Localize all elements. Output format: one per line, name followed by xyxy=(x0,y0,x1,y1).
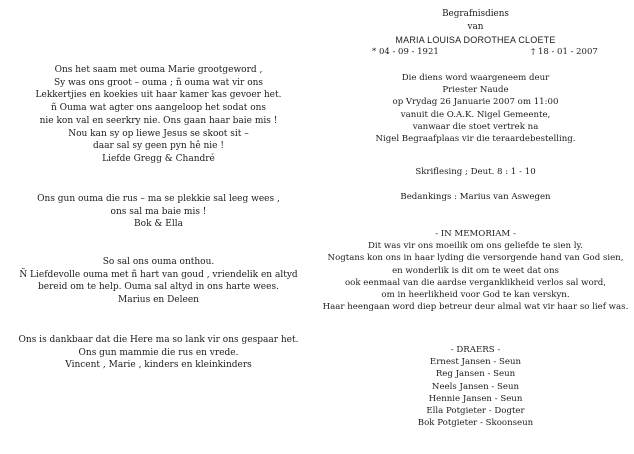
tribute-signature: Vincent , Marie , kinders en kleinkinders xyxy=(65,360,252,371)
memoriam-title: - IN MEMORIAM - xyxy=(435,229,516,239)
memoriam-line: om in heerlikheid voor God te kan verskyn. xyxy=(381,290,570,301)
service-line: op Vrydag 26 Januarie 2007 om 11:00 xyxy=(392,97,559,108)
van-label: van xyxy=(467,22,484,32)
scripture-text: Skriflesing ; Deut. 8 : 1 - 10 xyxy=(415,167,536,177)
tribute-line: daar sal sy geen pyn hê nie ! xyxy=(93,141,224,152)
tribute-line: Ñ Liefdevolle ouma met ñ hart van goud , vriendelik en altyd xyxy=(19,269,298,280)
tribute-signature: Marius en Deleen xyxy=(118,295,199,306)
pallbearer: Hennie Jansen - Seun xyxy=(428,393,523,404)
pallbearer: Ernest Jansen - Seun xyxy=(429,357,522,368)
memoriam-line: Dit was vir ons moeilik om ons geliefde te sien ly. xyxy=(368,241,583,252)
acknowledgements xyxy=(317,191,634,203)
scripture-reading xyxy=(317,166,634,178)
tribute-line: nie kon val en seerkry nie. Ons gaan haar baie mis ! xyxy=(39,115,278,126)
memoriam-line: en wonderlik is dit om te weet dat ons xyxy=(392,265,559,276)
acknowledgements-text: Bedankings : Marius van Aswegen xyxy=(400,192,551,202)
tribute-bok-ella xyxy=(0,193,317,231)
death-date: † 18 - 01 - 2007 xyxy=(531,47,598,57)
tribute-line: Sy was ons groot – ouma ; ñ ouma wat vir ons xyxy=(53,77,264,88)
pallbearer: Ella Potgieter - Dogter xyxy=(426,406,525,417)
tribute-line: So sal ons ouma onthou. xyxy=(102,257,215,267)
service-details xyxy=(317,72,634,145)
tribute-gregg-chandre xyxy=(0,64,317,166)
tribute-line: Ons gun ouma die rus – ma se plekkie sal leeg wees , xyxy=(37,194,280,204)
tribute-signature: Bok & Ella xyxy=(134,219,183,230)
tribute-line: Nou kan sy op liewe Jesus se skoot sit – xyxy=(68,128,249,139)
draers-title: - DRAERS - xyxy=(450,345,501,355)
pallbearer: Neels Jansen - Seun xyxy=(431,381,520,392)
tribute-vincent-marie xyxy=(0,334,317,372)
service-line: vanwaar die stoet vertrek na xyxy=(412,121,539,132)
tribute-line: Ons gun mammie die rus en vrede. xyxy=(78,347,239,358)
tribute-line: ñ Ouma wat agter ons aangeloop het sodat ons xyxy=(50,103,267,114)
pallbearer: Reg Jansen - Seun xyxy=(435,369,516,380)
card-header xyxy=(317,8,634,60)
tribute-line: Ons het saam met ouma Marie grootgeword , xyxy=(54,65,263,75)
tribute-line: Lekkertjies en koekies uit haar kamer kas gevoer het. xyxy=(35,90,282,101)
service-line: Priester Naude xyxy=(442,85,509,96)
tribute-signature: Liefde Gregg & Chandré xyxy=(102,153,215,164)
tribute-line: Ons is dankbaar dat die Here ma so lank vir ons gespaar het. xyxy=(18,335,299,345)
memoriam-line: Nogtans kon ons in haar lyding die versorgende hand van God sien, xyxy=(327,253,624,264)
memoriam-line: Haar heengaan word diep betreur deur almal wat vir haar so lief was. xyxy=(322,302,629,313)
birth-date: * 04 - 09 - 1921 xyxy=(372,47,439,57)
service-line: vanuit die O.A.K. Nigel Gemeente, xyxy=(400,109,551,120)
service-line: Die diens word waargeneem deur xyxy=(401,73,550,83)
tribute-marius-deleen xyxy=(0,256,317,307)
deceased-name: MARIA LOUISA DOROTHEA CLOETE xyxy=(395,35,556,45)
memoriam-line: ook eenmaal van die aardse verganklikheid verlos sal word, xyxy=(345,277,606,288)
pallbearers xyxy=(317,344,634,429)
pallbearer: Bok Potgieter - Skoonseun xyxy=(417,418,534,429)
tribute-line: bereid om te help. Ouma sal altyd in ons harte wees. xyxy=(38,282,279,293)
dates-row xyxy=(317,47,634,60)
service-title: Begrafnisdiens xyxy=(442,9,509,19)
service-line: Nigel Begraafplaas vir die teraardebestelling. xyxy=(375,134,576,145)
tribute-line: ons sal ma baie mis ! xyxy=(110,206,207,217)
in-memoriam xyxy=(317,228,634,313)
